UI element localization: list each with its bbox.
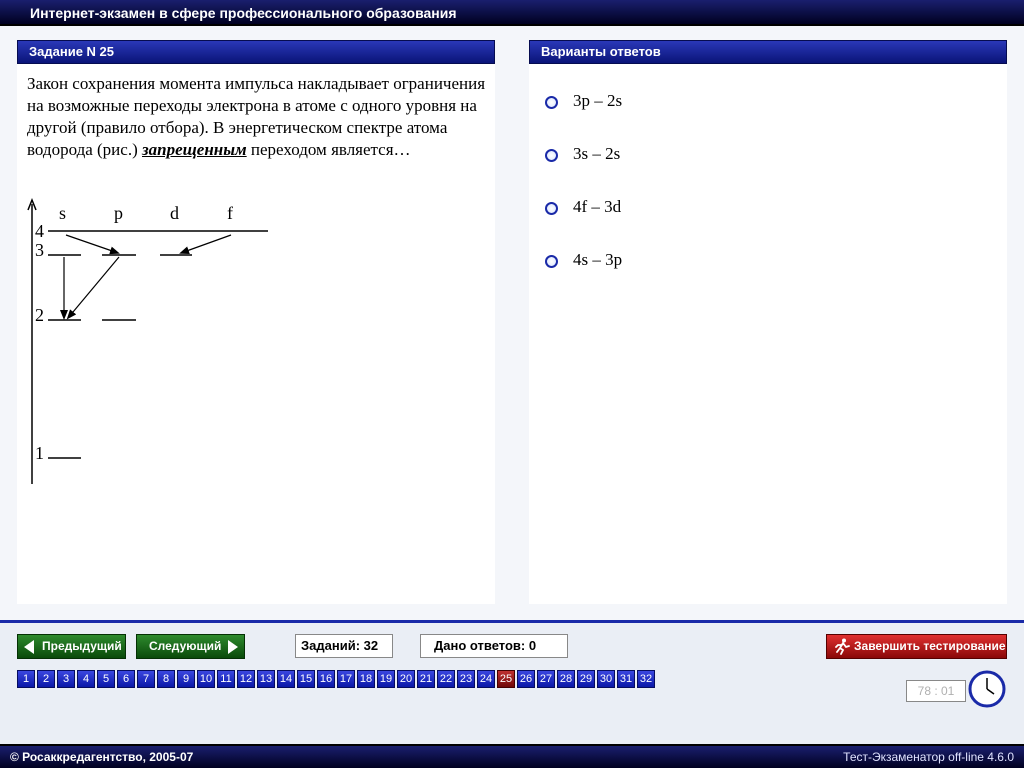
answer-label: 3s – 2s [573,144,621,163]
page-button-12[interactable]: 12 [237,670,255,688]
arrow-right-icon [228,640,238,654]
transition-4s-3p [66,235,118,253]
column-label-s: s [59,203,67,223]
page-button-2[interactable]: 2 [37,670,55,688]
answers-panel [529,40,1007,604]
finish-test-button[interactable] [826,634,1007,659]
page-button-7[interactable]: 7 [137,670,155,688]
energy-level-diagram [26,188,276,488]
column-label-d: d [170,203,179,223]
next-label: Следующий [149,639,222,653]
page-button-8[interactable]: 8 [157,670,175,688]
page-button-18[interactable]: 18 [357,670,375,688]
answer-option[interactable] [545,196,745,220]
title-bar [0,0,1024,26]
answer-label: 3p – 2s [573,91,623,110]
page-button-9[interactable]: 9 [177,670,195,688]
answered-counter: Дано ответов: 0 [420,634,568,658]
previous-label: Предыдущий [42,639,122,653]
next-button[interactable] [136,634,245,659]
runner-icon [834,638,850,655]
question-text-before: Закон сохранения момента импульса накладывает ограничения на возможные переходы электрона в атоме с одного уровня на другой (правило отбора). В энергетическом спектре атома водорода (рис.) [27,74,486,159]
question-text [27,73,491,161]
navigation-bar [0,620,1024,744]
page-button-21[interactable]: 21 [417,670,435,688]
page-button-31[interactable]: 31 [617,670,635,688]
version-text: Тест-Экзаменатор off-line 4.6.0 [843,750,1014,764]
page-button-27[interactable]: 27 [537,670,555,688]
radio-icon[interactable] [545,96,558,109]
level-label-3: 3 [35,240,44,260]
answer-option[interactable] [545,249,745,273]
page-button-26[interactable]: 26 [517,670,535,688]
app-title: Интернет-экзамен в сфере профессионального образования [30,5,457,21]
finish-label: Завершить тестирование [854,639,1006,653]
answer-label: 4s – 3p [573,250,623,269]
page-button-25[interactable]: 25 [497,670,515,688]
page-button-15[interactable]: 15 [297,670,315,688]
page-button-20[interactable]: 20 [397,670,415,688]
footer-bar [0,744,1024,768]
answers-heading: Варианты ответов [529,40,1007,64]
radio-icon[interactable] [545,149,558,162]
arrow-left-icon [24,640,34,654]
previous-button[interactable] [17,634,126,659]
question-text-after: переходом является… [246,140,411,159]
page-button-28[interactable]: 28 [557,670,575,688]
page-button-22[interactable]: 22 [437,670,455,688]
level-label-1: 1 [35,443,44,463]
page-button-4[interactable]: 4 [77,670,95,688]
page-button-30[interactable]: 30 [597,670,615,688]
radio-icon[interactable] [545,202,558,215]
answer-option[interactable] [545,143,745,167]
column-label-p: p [114,203,123,223]
answer-option[interactable] [545,90,745,114]
page-button-19[interactable]: 19 [377,670,395,688]
page-button-10[interactable]: 10 [197,670,215,688]
clock-icon [968,670,1006,708]
page-button-3[interactable]: 3 [57,670,75,688]
page-button-14[interactable]: 14 [277,670,295,688]
level-label-4: 4 [35,221,44,241]
question-panel [17,40,495,604]
page-button-24[interactable]: 24 [477,670,495,688]
page-button-32[interactable]: 32 [637,670,655,688]
radio-icon[interactable] [545,255,558,268]
question-heading: Задание N 25 [17,40,495,64]
transition-3p-2s [68,257,119,318]
page-button-11[interactable]: 11 [217,670,235,688]
main-area [0,26,1024,620]
column-label-f: f [227,203,233,223]
question-pager [17,670,657,688]
page-button-1[interactable]: 1 [17,670,35,688]
copyright-text: © Росаккредагентство, 2005-07 [10,750,194,764]
question-emphasis: запрещенным [142,140,247,159]
page-button-17[interactable]: 17 [337,670,355,688]
page-button-6[interactable]: 6 [117,670,135,688]
page-button-5[interactable]: 5 [97,670,115,688]
transition-4f-3d [181,235,231,253]
level-label-2: 2 [35,305,44,325]
timer-display: 78 : 01 [906,680,966,702]
tasks-counter: Заданий: 32 [295,634,393,658]
page-button-16[interactable]: 16 [317,670,335,688]
answer-label: 4f – 3d [573,197,622,216]
page-button-13[interactable]: 13 [257,670,275,688]
page-button-29[interactable]: 29 [577,670,595,688]
page-button-23[interactable]: 23 [457,670,475,688]
